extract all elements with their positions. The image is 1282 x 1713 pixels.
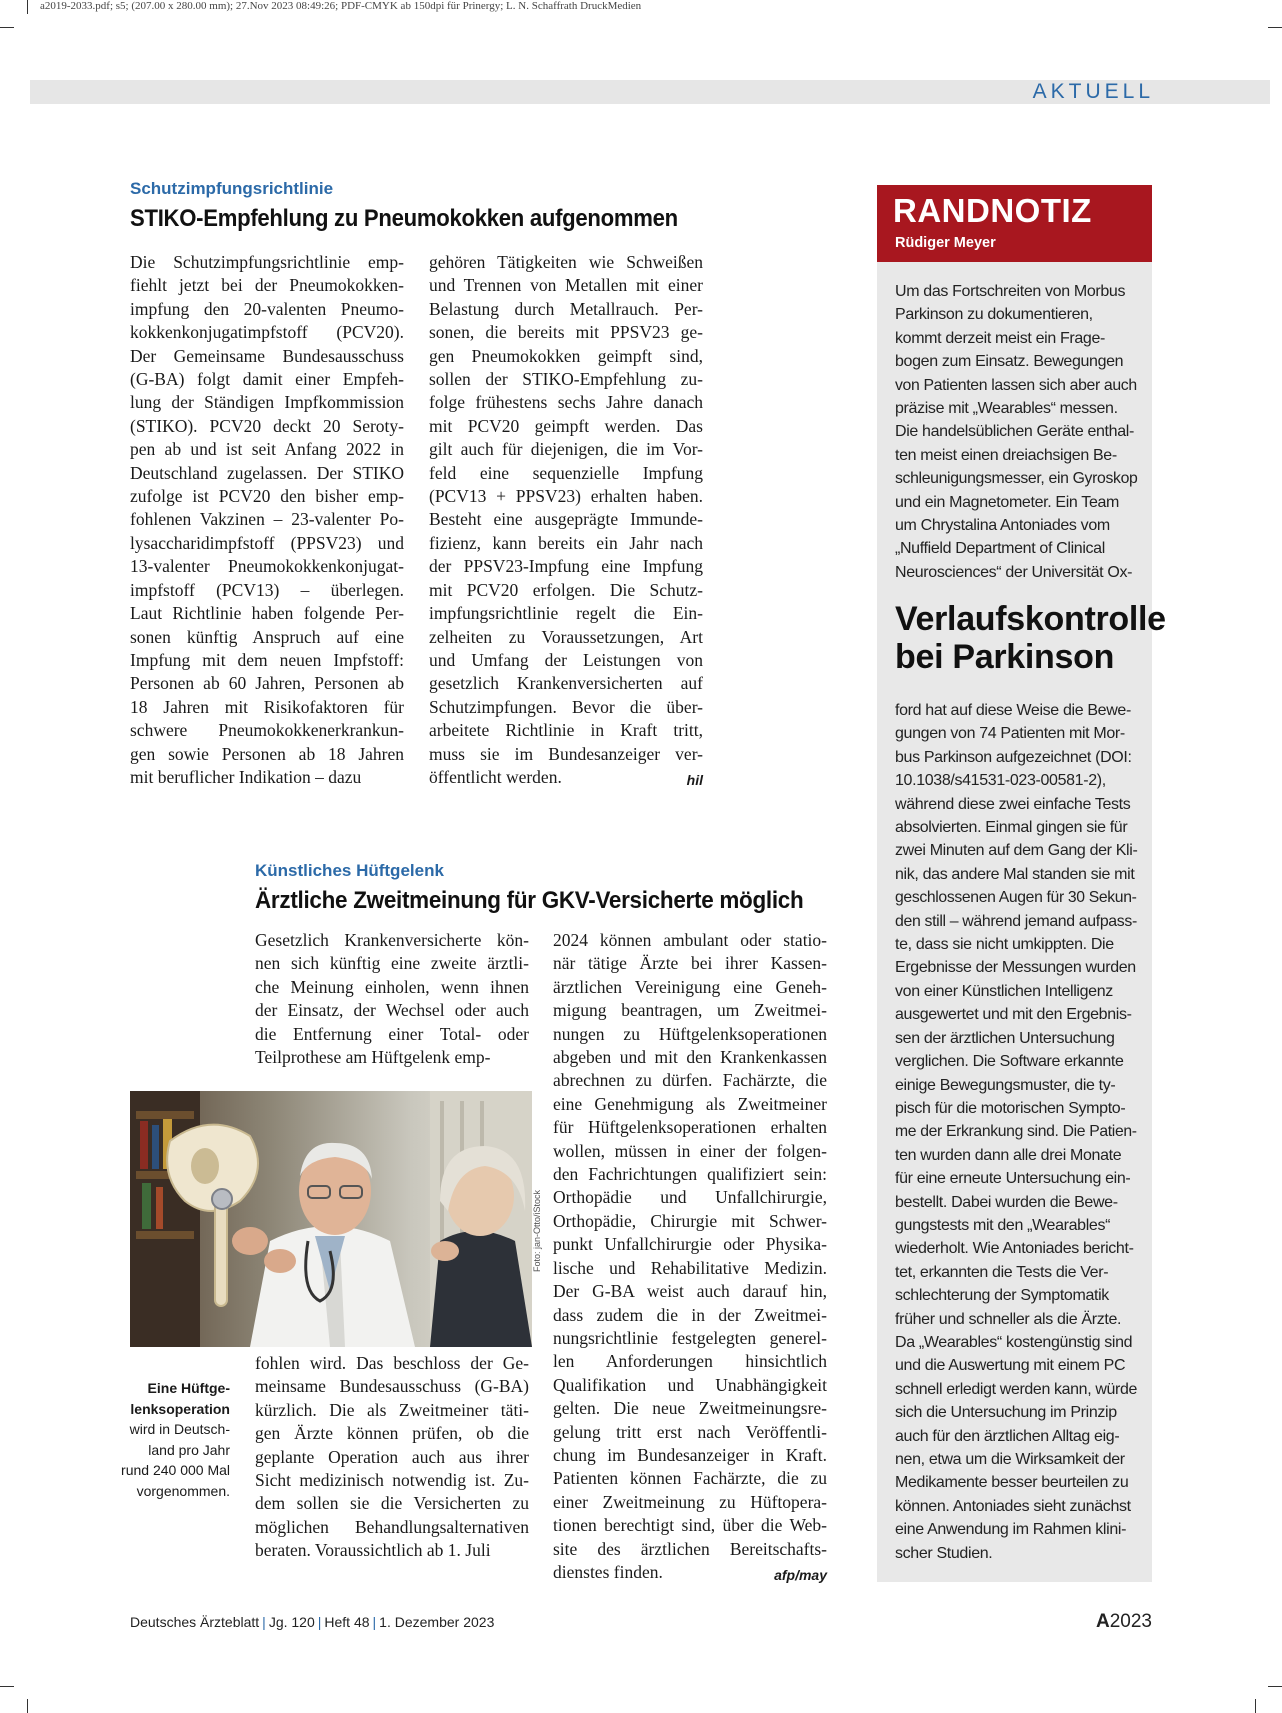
article2-column-2 bbox=[553, 929, 827, 1587]
issue: Heft 48 bbox=[324, 1614, 370, 1630]
caption-line: land pro Jahr bbox=[148, 1441, 230, 1458]
body-line: dienstes finden. afp/may bbox=[553, 1561, 827, 1584]
body-line: pen ab und ist seit Anfang 2022 in bbox=[130, 439, 404, 460]
article2-headline: Ärztliche Zweitmeinung für GKV-Versicherte möglich bbox=[255, 887, 804, 914]
sidebar-line: bus Parkinson aufgezeichnet (DOI: bbox=[895, 748, 1132, 766]
sidebar-line: und die Auswertung mit einem PC bbox=[895, 1357, 1126, 1375]
sidebar-line: bogen zum Einsatz. Bewegungen bbox=[895, 353, 1124, 371]
body-line: 18 Jahren mit Risikofaktoren für bbox=[130, 696, 404, 717]
sidebar-line: tet, erkannten die Tests die Ver- bbox=[895, 1263, 1109, 1281]
sidebar-line: Da „Wearables“ kostengünstig sind bbox=[895, 1333, 1133, 1351]
body-line: Gesetzlich Krankenversicherte kön- bbox=[255, 930, 529, 950]
body-line: den Fachrichtungen qualifiziert sein: bbox=[553, 1164, 827, 1185]
body-line: folge frühestens sechs Jahre danach bbox=[429, 392, 703, 413]
body-line: meinsame Bundesausschuss (G-BA) bbox=[255, 1376, 529, 1397]
body-line: när tätige Ärzte bei ihrer Kassen- bbox=[553, 953, 827, 974]
body-line: (PCV13 + PPSV23) erhalten haben. bbox=[429, 486, 703, 507]
body-line: Patienten können Fachärzte, die zu bbox=[553, 1468, 827, 1489]
body-line: Personen ab 60 Jahren, Personen ab bbox=[130, 673, 404, 694]
crop-mark bbox=[1268, 1686, 1282, 1687]
body-line: gen Ärzte können prüfen, ob die bbox=[255, 1423, 529, 1444]
body-line: der Einsatz, der Wechsel oder auch bbox=[255, 1000, 529, 1021]
body-line: fohlenen Vakzinen – 23-valenter Po- bbox=[130, 509, 404, 530]
body-line: der PPSV23-Impfung eine Impfung bbox=[429, 556, 703, 577]
body-line: dem sollen sie die Versicherten zu bbox=[255, 1493, 529, 1514]
article2-column-1-top bbox=[255, 929, 529, 1069]
footer-citation bbox=[130, 1614, 494, 1630]
separator: | bbox=[317, 1614, 322, 1630]
sidebar-line: wiederholt. Wie Antoniades bericht- bbox=[895, 1240, 1134, 1258]
body-line: Schutzimpfungen. Bevor die über- bbox=[429, 696, 703, 717]
sidebar-line: Medikamente besser beurteilen zu bbox=[895, 1474, 1129, 1492]
sidebar-line: von Patienten lassen sich aber auch bbox=[895, 376, 1137, 394]
body-line: für Hüftgelenksoperationen erhalten bbox=[553, 1117, 827, 1138]
body-line: che Meinung einholen, wenn ihnen bbox=[255, 976, 529, 997]
body-line: mit PCV20 erfolgen. Die Schutz- bbox=[429, 579, 703, 600]
body-line: geplante Operation auch aus ihrer bbox=[255, 1446, 529, 1467]
body-line: Belastung durch Metallrauch. Per- bbox=[429, 298, 703, 319]
sidebar-line: scher Studien. bbox=[895, 1544, 993, 1562]
sidebar-line: ten wurden dann alle drei Monate bbox=[895, 1146, 1122, 1164]
body-line: muss sie im Bundesanzeiger ver- bbox=[429, 743, 703, 764]
sidebar-line: schnell erledigt werden kann, würde bbox=[895, 1380, 1138, 1398]
sidebar-line: gungstests mit den „Wearables“ bbox=[895, 1216, 1111, 1234]
body-line: möglichen Behandlungsalternativen bbox=[255, 1516, 529, 1537]
body-line: Der G-BA weist auch darauf hin, bbox=[553, 1281, 827, 1302]
body-line: beraten. Voraussichtlich ab 1. Juli bbox=[255, 1540, 491, 1561]
sidebar-line: von einer Künstlichen Intelligenz bbox=[895, 982, 1113, 1000]
body-line: wollen, müssen in einer der folgen- bbox=[553, 1140, 827, 1161]
sidebar-line: nen, etwa um die Wirksamkeit der bbox=[895, 1451, 1125, 1468]
article2-column-1-bottom bbox=[255, 1352, 529, 1563]
body-line: lysaccharidimpfstoff (PPSV23) und bbox=[130, 532, 404, 553]
page-number bbox=[1096, 1611, 1152, 1633]
sidebar-line: gungen von 74 Patienten mit Mor- bbox=[895, 725, 1125, 743]
journal-name: Deutsches Ärzteblatt bbox=[130, 1614, 260, 1630]
body-line: Orthopädie, Chirurgie mit Schwer- bbox=[553, 1210, 827, 1231]
sidebar-line: kommt derzeit meist ein Frage- bbox=[895, 329, 1106, 347]
body-line: Qualifikation und Unabhängigkeit bbox=[553, 1374, 827, 1395]
body-line: len Anforderungen hinsichtlich bbox=[553, 1351, 827, 1372]
randnotiz-title: RANDNOTIZ bbox=[893, 192, 1092, 229]
sidebar-line: „Nuffield Department of Clinical bbox=[895, 540, 1105, 558]
photo-caption bbox=[108, 1378, 230, 1501]
crop-mark bbox=[1268, 27, 1282, 28]
body-line: tionen berechtigt sind, über die Web- bbox=[553, 1515, 827, 1536]
crop-mark bbox=[27, 0, 28, 14]
sidebar-line: und ein Magnetometer. Ein Team bbox=[895, 493, 1120, 511]
sidebar-line: präzise mit „Wearables“ messen. bbox=[895, 400, 1118, 418]
section-tag: AKTUELL bbox=[1032, 80, 1154, 103]
sidebar-line: verglichen. Die Software erkannte bbox=[895, 1053, 1124, 1071]
crop-mark bbox=[0, 1686, 14, 1687]
body-line: mit PCV20 geimpft werden. Das bbox=[429, 415, 703, 436]
sidebar-line: sen der ärztlichen Untersuchung bbox=[895, 1029, 1115, 1047]
caption-line-bold: lenksoperation bbox=[130, 1400, 230, 1417]
body-line: gen sowie Personen ab 18 Jahren bbox=[130, 743, 404, 764]
body-line: Deutschland zugelassen. Der STIKO bbox=[130, 462, 404, 483]
caption-line: rund 240 000 Mal bbox=[121, 1462, 230, 1478]
article2-kicker: Künstliches Hüftgelenk bbox=[255, 861, 444, 880]
body-line: (STIKO). PCV20 deckt 20 Seroty- bbox=[130, 415, 404, 436]
separator: | bbox=[262, 1614, 266, 1630]
body-line: und Umfang der Leistungen von bbox=[429, 649, 703, 670]
body-line: gelten. Die neue Zweitmeinungsre- bbox=[553, 1398, 827, 1419]
body-line: Impfung mit dem neuen Impfstoff: bbox=[130, 649, 404, 670]
body-line: Die Schutzimpfungsrichtlinie emp- bbox=[130, 252, 404, 272]
body-line: abrechnen zu dürfen. Fachärzte, die bbox=[553, 1070, 827, 1091]
caption-line-bold: Eine Hüftge- bbox=[147, 1380, 230, 1396]
randnotiz-body bbox=[895, 699, 1141, 1565]
sidebar-line: ten meist einen dreiachsigen Be- bbox=[895, 446, 1117, 464]
sidebar-line: für eine erneute Untersuchung ein- bbox=[895, 1170, 1131, 1188]
caption-line: vorgenommen. bbox=[136, 1482, 230, 1499]
article1-kicker: Schutzimpfungsrichtlinie bbox=[130, 179, 334, 198]
body-line: fizienz, kann bereits ein Jahr nach bbox=[429, 532, 703, 553]
body-line: lische und Rehabilitative Medizin. bbox=[553, 1257, 827, 1278]
body-line: kürzlich. Die als Zweitmeiner täti- bbox=[255, 1399, 529, 1420]
sidebar-line: nik, das andere Mal standen sie mit bbox=[895, 865, 1135, 883]
sidebar-line: während diese zwei einfache Tests bbox=[895, 795, 1131, 813]
body-line: Orthopädie und Unfallchirurgie, bbox=[553, 1187, 827, 1208]
body-line: die Entfernung einer Total- oder bbox=[255, 1023, 529, 1044]
sidebar-line: 10.1038/s41531-023-00581-2), bbox=[895, 772, 1106, 790]
body-line: Sicht medizinisch notwendig ist. Zu- bbox=[255, 1470, 529, 1491]
sidebar-line: Um das Fortschreiten von Morbus bbox=[895, 283, 1126, 300]
body-line: 13-valenter Pneumokokkenkonjugat- bbox=[130, 556, 404, 577]
sidebar-headline-line: bei Parkinson bbox=[895, 638, 1115, 676]
sidebar-line: eine Anwendung im Rahmen klini- bbox=[895, 1521, 1127, 1539]
body-line: chung im Bundesanzeiger in Kraft. bbox=[553, 1444, 827, 1465]
page-number-value: 2023 bbox=[1109, 1611, 1152, 1632]
sidebar-line: den still – während jemand aufpass- bbox=[895, 912, 1137, 930]
body-line: zufolge ist PCV20 den bisher emp- bbox=[130, 486, 404, 507]
body-line: fiehlt jetzt bei der Pneumokokken- bbox=[130, 275, 404, 296]
body-line: Der Gemeinsame Bundesausschuss bbox=[130, 345, 404, 366]
body-line: gilt auch für diejenigen, die im Vor- bbox=[429, 439, 703, 460]
sidebar-line: absolvierten. Einmal gingen sie für bbox=[895, 819, 1128, 837]
body-line: 2024 können ambulant oder statio- bbox=[553, 930, 827, 950]
article1-headline: STIKO-Empfehlung zu Pneumokokken aufgenommen bbox=[130, 205, 678, 232]
separator: | bbox=[372, 1614, 377, 1630]
body-line: (G-BA) folgt damit einer Empfeh- bbox=[130, 369, 404, 390]
page-prefix: A bbox=[1095, 1611, 1110, 1632]
body-line: impfung den 20-valenten Pneumo- bbox=[130, 298, 404, 319]
body-line: mit beruflicher Indikation – dazu bbox=[130, 766, 362, 787]
sidebar-line: ausgewertet und mit den Ergebnis- bbox=[895, 1006, 1132, 1024]
issue-date: 1. Dezember 2023 bbox=[379, 1614, 495, 1630]
sidebar-line: zwei Minuten auf dem Gang der Kli- bbox=[895, 842, 1138, 860]
body-line: eine Genehmigung als Zweitmeiner bbox=[553, 1093, 827, 1114]
sidebar-line: auch für den ärztlichen Alltag eig- bbox=[895, 1427, 1120, 1445]
body-line: abgeben und mit den Krankenkassen bbox=[553, 1047, 827, 1068]
body-line: nungen zu Hüftgelenksoperationen bbox=[553, 1023, 827, 1044]
body-line: nungsrichtlinie festgelegten generel- bbox=[553, 1327, 827, 1348]
body-line: sonen künftig Anspruch auf eine bbox=[130, 626, 404, 647]
body-line: einer Zweitmeinung zu Hüftopera- bbox=[553, 1491, 827, 1512]
article2-signature: afp/may bbox=[774, 1566, 827, 1583]
body-line: impfungsrichtlinie regelt die Ein- bbox=[429, 603, 703, 624]
article1-column-2 bbox=[429, 251, 703, 792]
body-line: feld eine sequenzielle Impfung bbox=[429, 462, 703, 483]
body-line: gen Pneumokokken geimpft sind, bbox=[429, 345, 703, 366]
body-line: gehören Tätigkeiten wie Schweißen bbox=[429, 252, 703, 272]
body-line: schwere Pneumokokkenerkrankun- bbox=[130, 720, 404, 741]
hip-consultation-photo bbox=[130, 1091, 532, 1347]
body-line: dass zudem die in der Zweitmei- bbox=[553, 1304, 827, 1325]
body-line: zelheiten zu Voraussetzungen, Art bbox=[429, 626, 703, 647]
sidebar-line: ford hat auf diese Weise die Bewe- bbox=[895, 702, 1131, 719]
sidebar-line: um Chrystalina Antoniades vom bbox=[895, 517, 1110, 535]
body-line: fohlen wird. Das beschloss der Ge- bbox=[255, 1353, 529, 1373]
volume: Jg. 120 bbox=[268, 1614, 315, 1630]
randnotiz-intro bbox=[895, 280, 1140, 584]
body-line: gelung tritt erst nach Veröffentli- bbox=[553, 1421, 827, 1442]
body-line: lung der Ständigen Impfkommission bbox=[130, 392, 404, 413]
crop-mark bbox=[27, 1699, 28, 1713]
article1-column-1 bbox=[130, 251, 404, 789]
randnotiz-headline bbox=[895, 600, 1166, 676]
body-line: impfstoff (PCV13) – überlegen. bbox=[130, 579, 404, 600]
crop-mark bbox=[0, 27, 14, 28]
print-info-line: a2019-2033.pdf; s5; (207.00 x 280.00 mm); 27.Nov 2023 08:49:26; PDF-CMYK ab 150dpi für Prinergy; L. N. Schaffrath DruckMedien bbox=[40, 0, 642, 12]
body-line: gesetzlich Krankenversicherten auf bbox=[429, 673, 703, 694]
body-line: sonen, die bereits mit PPSV23 ge- bbox=[429, 322, 703, 343]
sidebar-line: Die handelsüblichen Geräte enthal- bbox=[895, 423, 1134, 441]
crop-mark bbox=[1255, 1699, 1256, 1713]
randnotiz-author: Rüdiger Meyer bbox=[895, 235, 996, 251]
body-line: öffentlicht werden. hil bbox=[429, 766, 703, 789]
body-line: kokkenkonjugatimpfstoff (PCV20). bbox=[130, 322, 404, 343]
body-line: sollen der STIKO-Empfehlung zu- bbox=[429, 369, 703, 390]
body-line: ärztlichen Vereinigung eine Geneh- bbox=[553, 976, 827, 997]
photo-credit: Foto: jan-Otto/iStock bbox=[532, 1189, 542, 1272]
body-line: arbeitete Richtlinie in Kraft tritt, bbox=[429, 720, 703, 741]
body-line: migung beantragen, um Zweitmei- bbox=[553, 1000, 827, 1021]
sidebar-line: me der Erkrankung sind. Die Patien- bbox=[895, 1123, 1137, 1141]
sidebar-line: pisch für die motorischen Sympto- bbox=[895, 1099, 1126, 1117]
sidebar-line: einige Bewegungsmuster, die ty- bbox=[895, 1076, 1116, 1094]
sidebar-line: te, dass sie nicht umkippten. Die bbox=[895, 936, 1114, 954]
body-line: Laut Richtlinie haben folgende Per- bbox=[130, 603, 404, 624]
sidebar-line: Parkinson zu dokumentieren, bbox=[895, 306, 1093, 324]
sidebar-line: Neurosciences“ der Universität Ox- bbox=[895, 563, 1133, 581]
caption-line: wird in Deutsch- bbox=[129, 1421, 230, 1437]
sidebar-line: können. Antoniades sieht zunächst bbox=[895, 1497, 1131, 1515]
body-line: nen sich künftig eine zweite ärztli- bbox=[255, 953, 529, 974]
article1-signature: hil bbox=[686, 771, 703, 788]
body-line: Teilprothese am Hüftgelenk emp- bbox=[255, 1047, 491, 1068]
body-line: Besteht eine ausgeprägte Immunde- bbox=[429, 509, 703, 530]
body-line: und Trennen von Metallen mit einer bbox=[429, 275, 703, 296]
sidebar-line: bestellt. Dabei wurden die Bewe- bbox=[895, 1193, 1118, 1211]
sidebar-line: schlechterung der Symptomatik bbox=[895, 1287, 1109, 1305]
sidebar-line: schleunigungsmesser, ein Gyroskop bbox=[895, 470, 1138, 488]
sidebar-line: Ergebnisse der Messungen wurden bbox=[895, 959, 1136, 977]
body-line: site des ärztlichen Bereitschafts- bbox=[553, 1538, 827, 1559]
sidebar-line: früher und schneller als die Ärzte. bbox=[895, 1310, 1122, 1328]
sidebar-line: sich die Untersuchung im Prinzip bbox=[895, 1404, 1117, 1422]
body-line: punkt Unfallchirurgie oder Physika- bbox=[553, 1234, 827, 1255]
sidebar-line: geschlossenen Augen für 30 Sekun- bbox=[895, 889, 1137, 907]
sidebar-headline-line: Verlaufskontrolle bbox=[895, 600, 1166, 638]
